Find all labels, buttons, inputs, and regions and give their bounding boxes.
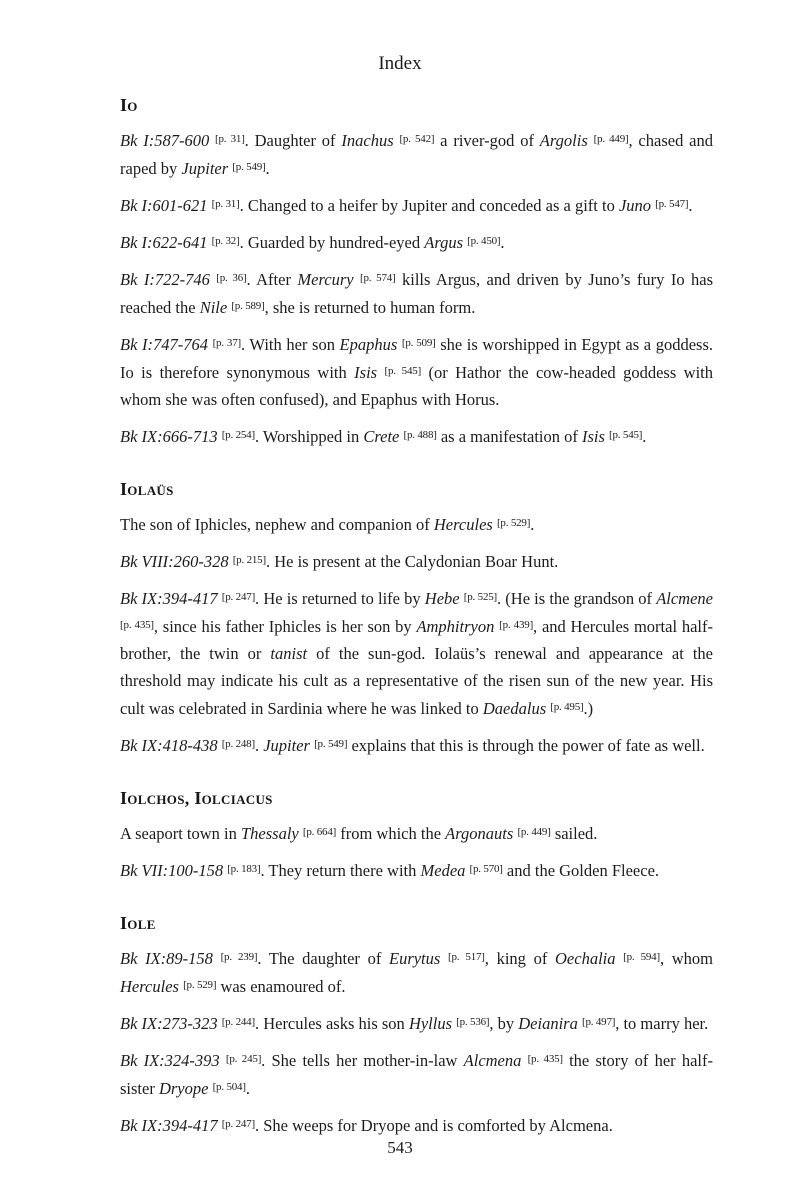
page-number: 543: [387, 1138, 413, 1157]
entry-text: A seaport town in: [120, 824, 241, 843]
page-ref: [p. 215]: [232, 554, 266, 566]
cross-reference: Bk IX:666-713: [120, 427, 222, 446]
page-ref: [p. 517]: [448, 951, 485, 963]
page-ref: [p. 32]: [211, 235, 240, 247]
index-entry: [120, 330, 713, 413]
section-heading: Iolaüs: [120, 479, 174, 499]
cross-reference: Oechalia: [555, 949, 624, 968]
page-ref: [p. 547]: [655, 198, 689, 210]
cross-reference: Juno: [618, 196, 656, 215]
page-ref: [p. 435]: [120, 619, 154, 631]
entry-text: a river-god of: [434, 131, 540, 150]
page-ref: [p. 664]: [302, 826, 337, 838]
index-section: [120, 95, 713, 450]
cross-reference: Dryope: [158, 1079, 213, 1098]
index-entry: [120, 944, 713, 1000]
entry-text: .: [254, 736, 264, 755]
entry-text: . Worshipped in: [254, 427, 364, 446]
page-ref: [p. 542]: [399, 133, 435, 145]
index-entry: [120, 422, 713, 450]
entry-text: , she is returned to human form.: [264, 298, 476, 317]
cross-reference: Eurytus: [388, 949, 448, 968]
index-entry: [120, 731, 713, 759]
page-ref: [p. 247]: [221, 591, 256, 603]
entry-text: .: [265, 159, 270, 178]
entry-text: from which the: [336, 824, 446, 843]
cross-reference: Nile: [199, 298, 232, 317]
entry-text: .: [500, 233, 505, 252]
section-heading: Iole: [120, 913, 156, 933]
index-section: [120, 479, 713, 759]
cross-reference: Argus: [424, 233, 468, 252]
page-ref: [p. 244]: [221, 1016, 255, 1028]
entry-text: . She weeps for Dryope and is comforted by Alcmena.: [254, 1116, 613, 1135]
entry-text: the story of her half-sister: [120, 1051, 714, 1098]
index-entry: [120, 126, 713, 182]
page-ref: [p. 239]: [220, 951, 258, 963]
cross-reference: Bk IX:418-438: [120, 736, 222, 755]
index-section: [120, 913, 713, 1139]
cross-reference: Jupiter: [181, 159, 233, 178]
entry-text: .: [642, 427, 647, 446]
entry-text: she is worshipped in Egypt as a goddess. Io is therefore synonymous with: [120, 335, 713, 382]
page-ref: [p. 247]: [221, 1118, 255, 1130]
entry-text: , whom: [659, 949, 713, 968]
page-ref: [p. 594]: [623, 951, 660, 963]
index-entry: [120, 819, 713, 847]
cross-reference: Crete: [363, 427, 404, 446]
entry-text: of the sun-god. Iolaüs’s renewal and appearance at the threshold may indicate his cult as a representative of the risen sun of the new year. His cult was celebrated in Sardinia where he was linked to: [120, 644, 714, 718]
page-ref: [p. 31]: [211, 198, 240, 210]
page-ref: [p. 36]: [216, 272, 247, 284]
entry-text: .: [245, 1079, 250, 1098]
page-title: Index: [378, 53, 422, 74]
entry-text: , since his father Iphicles is her son by: [153, 617, 417, 636]
index-content: [120, 95, 713, 1139]
cross-reference: Bk I:747-764: [120, 335, 213, 354]
cross-reference: Bk I:722-746: [120, 270, 217, 289]
page-ref: [p. 525]: [463, 591, 498, 603]
cross-reference: Medea: [420, 861, 470, 880]
cross-reference: Hyllus: [408, 1014, 457, 1033]
entry-text: , to marry her.: [615, 1014, 709, 1033]
entry-text: , and Hercules mortal half-brother, the twin or: [120, 617, 713, 663]
entry-text: . Daughter of: [244, 131, 342, 150]
cross-reference: Deianira: [518, 1014, 582, 1033]
entry-text: . Guarded by hundred-eyed: [239, 233, 425, 252]
entry-text: . After: [246, 270, 298, 289]
entry-text: . (He is the grandson of: [497, 589, 657, 608]
entry-text: explains that this is through the power of fate as well.: [347, 736, 705, 755]
page-ref: [p. 545]: [609, 429, 643, 441]
page-ref: [p. 536]: [456, 1016, 490, 1028]
page-ref: [p. 549]: [232, 161, 266, 173]
page-ref: [p. 497]: [581, 1016, 616, 1028]
cross-reference: Mercury: [297, 270, 361, 289]
page-ref: [p. 435]: [527, 1053, 563, 1065]
entry-text: .: [530, 515, 535, 534]
entry-text: . He is returned to life by: [255, 589, 425, 608]
cross-reference: Bk VII:100-158: [120, 861, 228, 880]
cross-reference: Alcmena: [463, 1051, 528, 1070]
index-entry: [120, 584, 713, 722]
cross-reference: Bk I:622-641: [120, 233, 212, 252]
cross-reference: Bk IX:273-323: [120, 1014, 222, 1033]
entry-text: . She tells her mother-in-law: [261, 1051, 464, 1070]
entry-text: . Changed to a heifer by Jupiter and conceded as a gift to: [239, 196, 619, 215]
cross-reference: Bk IX:394-417: [120, 1116, 222, 1135]
entry-text: . The daughter of: [257, 949, 389, 968]
page-ref: [p. 488]: [403, 429, 437, 441]
cross-reference: Jupiter: [263, 736, 315, 755]
index-entry: [120, 1111, 713, 1139]
page-ref: [p. 574]: [360, 272, 396, 284]
cross-reference: Bk IX:394-417: [120, 589, 222, 608]
entry-text: The son of Iphicles, nephew and companion of: [120, 515, 434, 534]
entry-text: . He is present at the Calydonian Boar Hunt.: [265, 552, 559, 571]
page-ref: [p. 37]: [212, 337, 241, 349]
cross-reference: Isis: [354, 363, 385, 382]
cross-reference: Bk I:601-621: [120, 196, 212, 215]
page-ref: [p. 245]: [225, 1053, 262, 1065]
page-ref: [p. 450]: [467, 235, 501, 247]
cross-reference: Isis: [581, 427, 610, 446]
entry-text: , king of: [484, 949, 556, 968]
cross-reference: Bk I:587-600: [120, 131, 216, 150]
entry-text: kills Argus, and driven by Juno’s fury Io has reached the: [120, 270, 713, 317]
page-ref: [p. 495]: [550, 701, 584, 713]
index-entry: [120, 265, 713, 321]
page-ref: [p. 439]: [499, 619, 534, 631]
page-ref: [p. 570]: [469, 863, 503, 875]
page-ref: [p. 529]: [183, 979, 217, 991]
cross-reference: Hercules: [433, 515, 497, 534]
index-entry: [120, 510, 713, 538]
cross-reference: Alcmene: [656, 589, 713, 608]
page-ref: [p. 449]: [517, 826, 551, 838]
section-heading: Io: [120, 95, 138, 115]
index-section: [120, 788, 713, 884]
page-ref: [p. 183]: [227, 863, 261, 875]
entry-text: . They return there with: [260, 861, 421, 880]
entry-text: . Hercules asks his son: [254, 1014, 409, 1033]
page-ref: [p. 589]: [231, 300, 265, 312]
entry-text: as a manifestation of: [436, 427, 582, 446]
entry-text: .: [688, 196, 693, 215]
cross-reference: Argolis: [539, 131, 594, 150]
entry-text: and the Golden Fleece.: [502, 861, 660, 880]
index-entry: [120, 1046, 713, 1102]
page-ref: [p. 549]: [314, 738, 348, 750]
entry-text: , chased and raped by: [120, 131, 713, 178]
index-entry: [120, 547, 713, 575]
cross-reference: Thessaly: [241, 824, 303, 843]
cross-reference: Bk IX:324-393: [120, 1051, 226, 1070]
entry-text: was enamoured of.: [216, 977, 346, 996]
cross-reference: Hercules: [120, 977, 184, 996]
page-ref: [p. 509]: [401, 337, 436, 349]
cross-reference: Inachus: [341, 131, 400, 150]
cross-reference: Daedalus: [482, 699, 551, 718]
index-entry: [120, 228, 713, 256]
entry-text: (or Hathor the cow-headed goddess with whom she was often confused), and Epaphus with Horus.: [120, 363, 713, 409]
cross-reference: Argonauts: [445, 824, 518, 843]
cross-reference: Epaphus: [339, 335, 402, 354]
cross-reference: Bk VIII:260-328: [120, 552, 233, 571]
index-entry: [120, 1009, 713, 1037]
cross-reference: Amphitryon: [416, 617, 500, 636]
page-ref: [p. 254]: [221, 429, 255, 441]
cross-reference: Bk IX:89-158: [120, 949, 221, 968]
page-ref: [p. 545]: [384, 365, 422, 377]
entry-text: sailed.: [550, 824, 598, 843]
cross-reference: tanist: [270, 644, 308, 663]
entry-text: . With her son: [241, 335, 340, 354]
cross-reference: Hebe: [424, 589, 464, 608]
page-ref: [p. 248]: [221, 738, 255, 750]
index-entry: [120, 856, 713, 884]
index-entry: [120, 191, 713, 219]
page-ref: [p. 449]: [593, 133, 629, 145]
entry-text: .): [583, 699, 594, 718]
entry-text: , by: [489, 1014, 519, 1033]
section-heading: Iolchos, Iolciacus: [120, 788, 273, 808]
page-ref: [p. 529]: [496, 517, 531, 529]
page-ref: [p. 504]: [212, 1081, 246, 1093]
page-ref: [p. 31]: [215, 133, 245, 145]
